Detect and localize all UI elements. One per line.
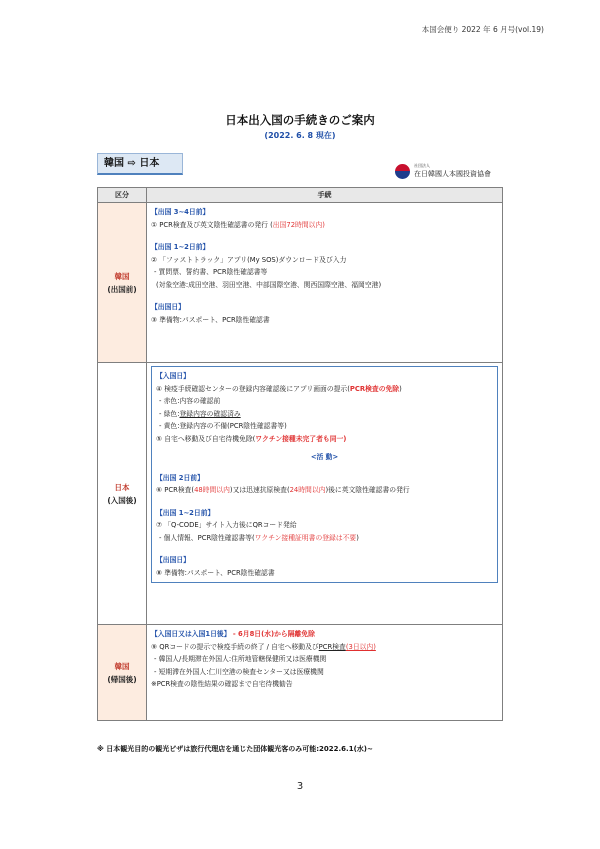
step-6: ⑥ PCR検査(48時間以内)又は迅速抗原検査(24時間以内)後に英文陰性確認書の発行 [156, 486, 410, 494]
activity-label: <活 動> [310, 453, 339, 461]
page-subtitle: (2022. 6. 8 現在) [264, 131, 336, 140]
step-9-short-stay: - 短期滞在外国人:仁川空港の検査センター又は医療機関 [154, 667, 324, 676]
status-red: - 赤色:内容の確認前 [159, 397, 221, 405]
japan-procedure-box [151, 366, 498, 583]
status-yellow: - 黄色:登録内容の不備(PCR陰性確認書等) [159, 422, 287, 430]
cat-sub: (入国後) [107, 495, 137, 505]
page-number: 3 [296, 781, 304, 792]
route-label: 韓国 ⇨ 日本 [97, 153, 183, 175]
col-header-procedure: 手続 [147, 188, 503, 203]
step-4: ④ 検疫手続確認センターの登録内容確認後にアプリ画面の提示(PCR検査の免除) [156, 384, 402, 393]
association-logo [395, 163, 505, 181]
step-7: ⑦ 「Q-CODE」サイト入力後にQRコード発給 [156, 521, 297, 529]
step-9: ⑨ QRコードの提示で検疫手続の終了 / 自宅へ移動及びPCR検査(3日以内) [151, 642, 376, 651]
cat-name: 韓国 [114, 661, 130, 671]
status-green: - 緑色:登録内容の確認済み [159, 409, 241, 418]
section-heading: 【入国日】 [156, 372, 190, 380]
logo-line2: 在日韓國人本國投資協會 [414, 170, 491, 178]
newsletter-header: 本国会便り 2022 年 6 月号(vol.19) [421, 25, 544, 34]
section-heading: 【出国 3~4日前】 [151, 208, 210, 216]
step-5: ⑤ 自宅へ移動及び自宅待機免除(ワクチン接種未完了者も同一) [156, 434, 347, 443]
cat-name: 日本 [114, 482, 130, 492]
row-label-japan-arrival [98, 363, 147, 625]
step-8: ⑧ 準備物:パスポート、PCR陰性確認書 [156, 568, 275, 577]
step-2: ② 「ファストトラック」アプリ(My SOS)ダウンロード及び入力 [151, 255, 347, 264]
step-3: ③ 準備物:パスポート、PCR陰性確認書 [151, 315, 270, 324]
step-7-detail: - 個人情報、PCR陰性確認書等(ワクチン接種証明書の登録は不要) [159, 533, 359, 542]
procedure-korea-return [147, 625, 503, 721]
logo-line1: 社団法人 [414, 163, 430, 168]
cat-name: 韓国 [114, 271, 130, 281]
procedure-table [97, 187, 503, 721]
section-heading: 【入国日又は入国1日後】 - 6月8日(水)から隔離免除 [151, 630, 315, 638]
step-9-note: ※PCR検査の陰性結果の確認まで自宅待機勧告 [151, 680, 293, 688]
step-2-airports: (対象空港:成田空港、羽田空港、中部国際空港、関西国際空港、福岡空港) [156, 280, 382, 289]
step-2-detail: - 質問票、誓約書、PCR陰性確認書等 [154, 268, 268, 276]
section-heading: 【出国 1~2日前】 [151, 243, 210, 251]
taegeuk-logo-icon [395, 164, 410, 179]
procedure-japan-arrival [147, 363, 503, 625]
cat-sub: (出国前) [107, 284, 137, 294]
section-heading: 【出国日】 [156, 556, 190, 564]
procedure-korea-departure [147, 203, 503, 363]
row-label-korea-departure [98, 203, 147, 363]
page-title: 日本出入国の手続きのご案内 [225, 113, 375, 127]
section-heading: 【出国 2日前】 [156, 473, 204, 482]
cat-sub: (帰国後) [107, 674, 137, 684]
section-heading: 【出国日】 [151, 303, 185, 311]
step-9-resident: - 韓国人/長期滞在外国人:住所地管轄保健所又は医療機関 [154, 655, 327, 663]
step-1: ① PCR検査及び英文陰性確認書の発行 (出国72時間以内) [151, 220, 325, 229]
section-heading: 【出国 1~2日前】 [156, 508, 215, 517]
row-label-korea-return [98, 625, 147, 721]
col-header-category: 区分 [98, 188, 147, 203]
visa-note: ※ 日本観光目的の観光ビザは旅行代理店を通じた団体観光客のみ可能:2022.6.1(水)~ [97, 745, 373, 753]
